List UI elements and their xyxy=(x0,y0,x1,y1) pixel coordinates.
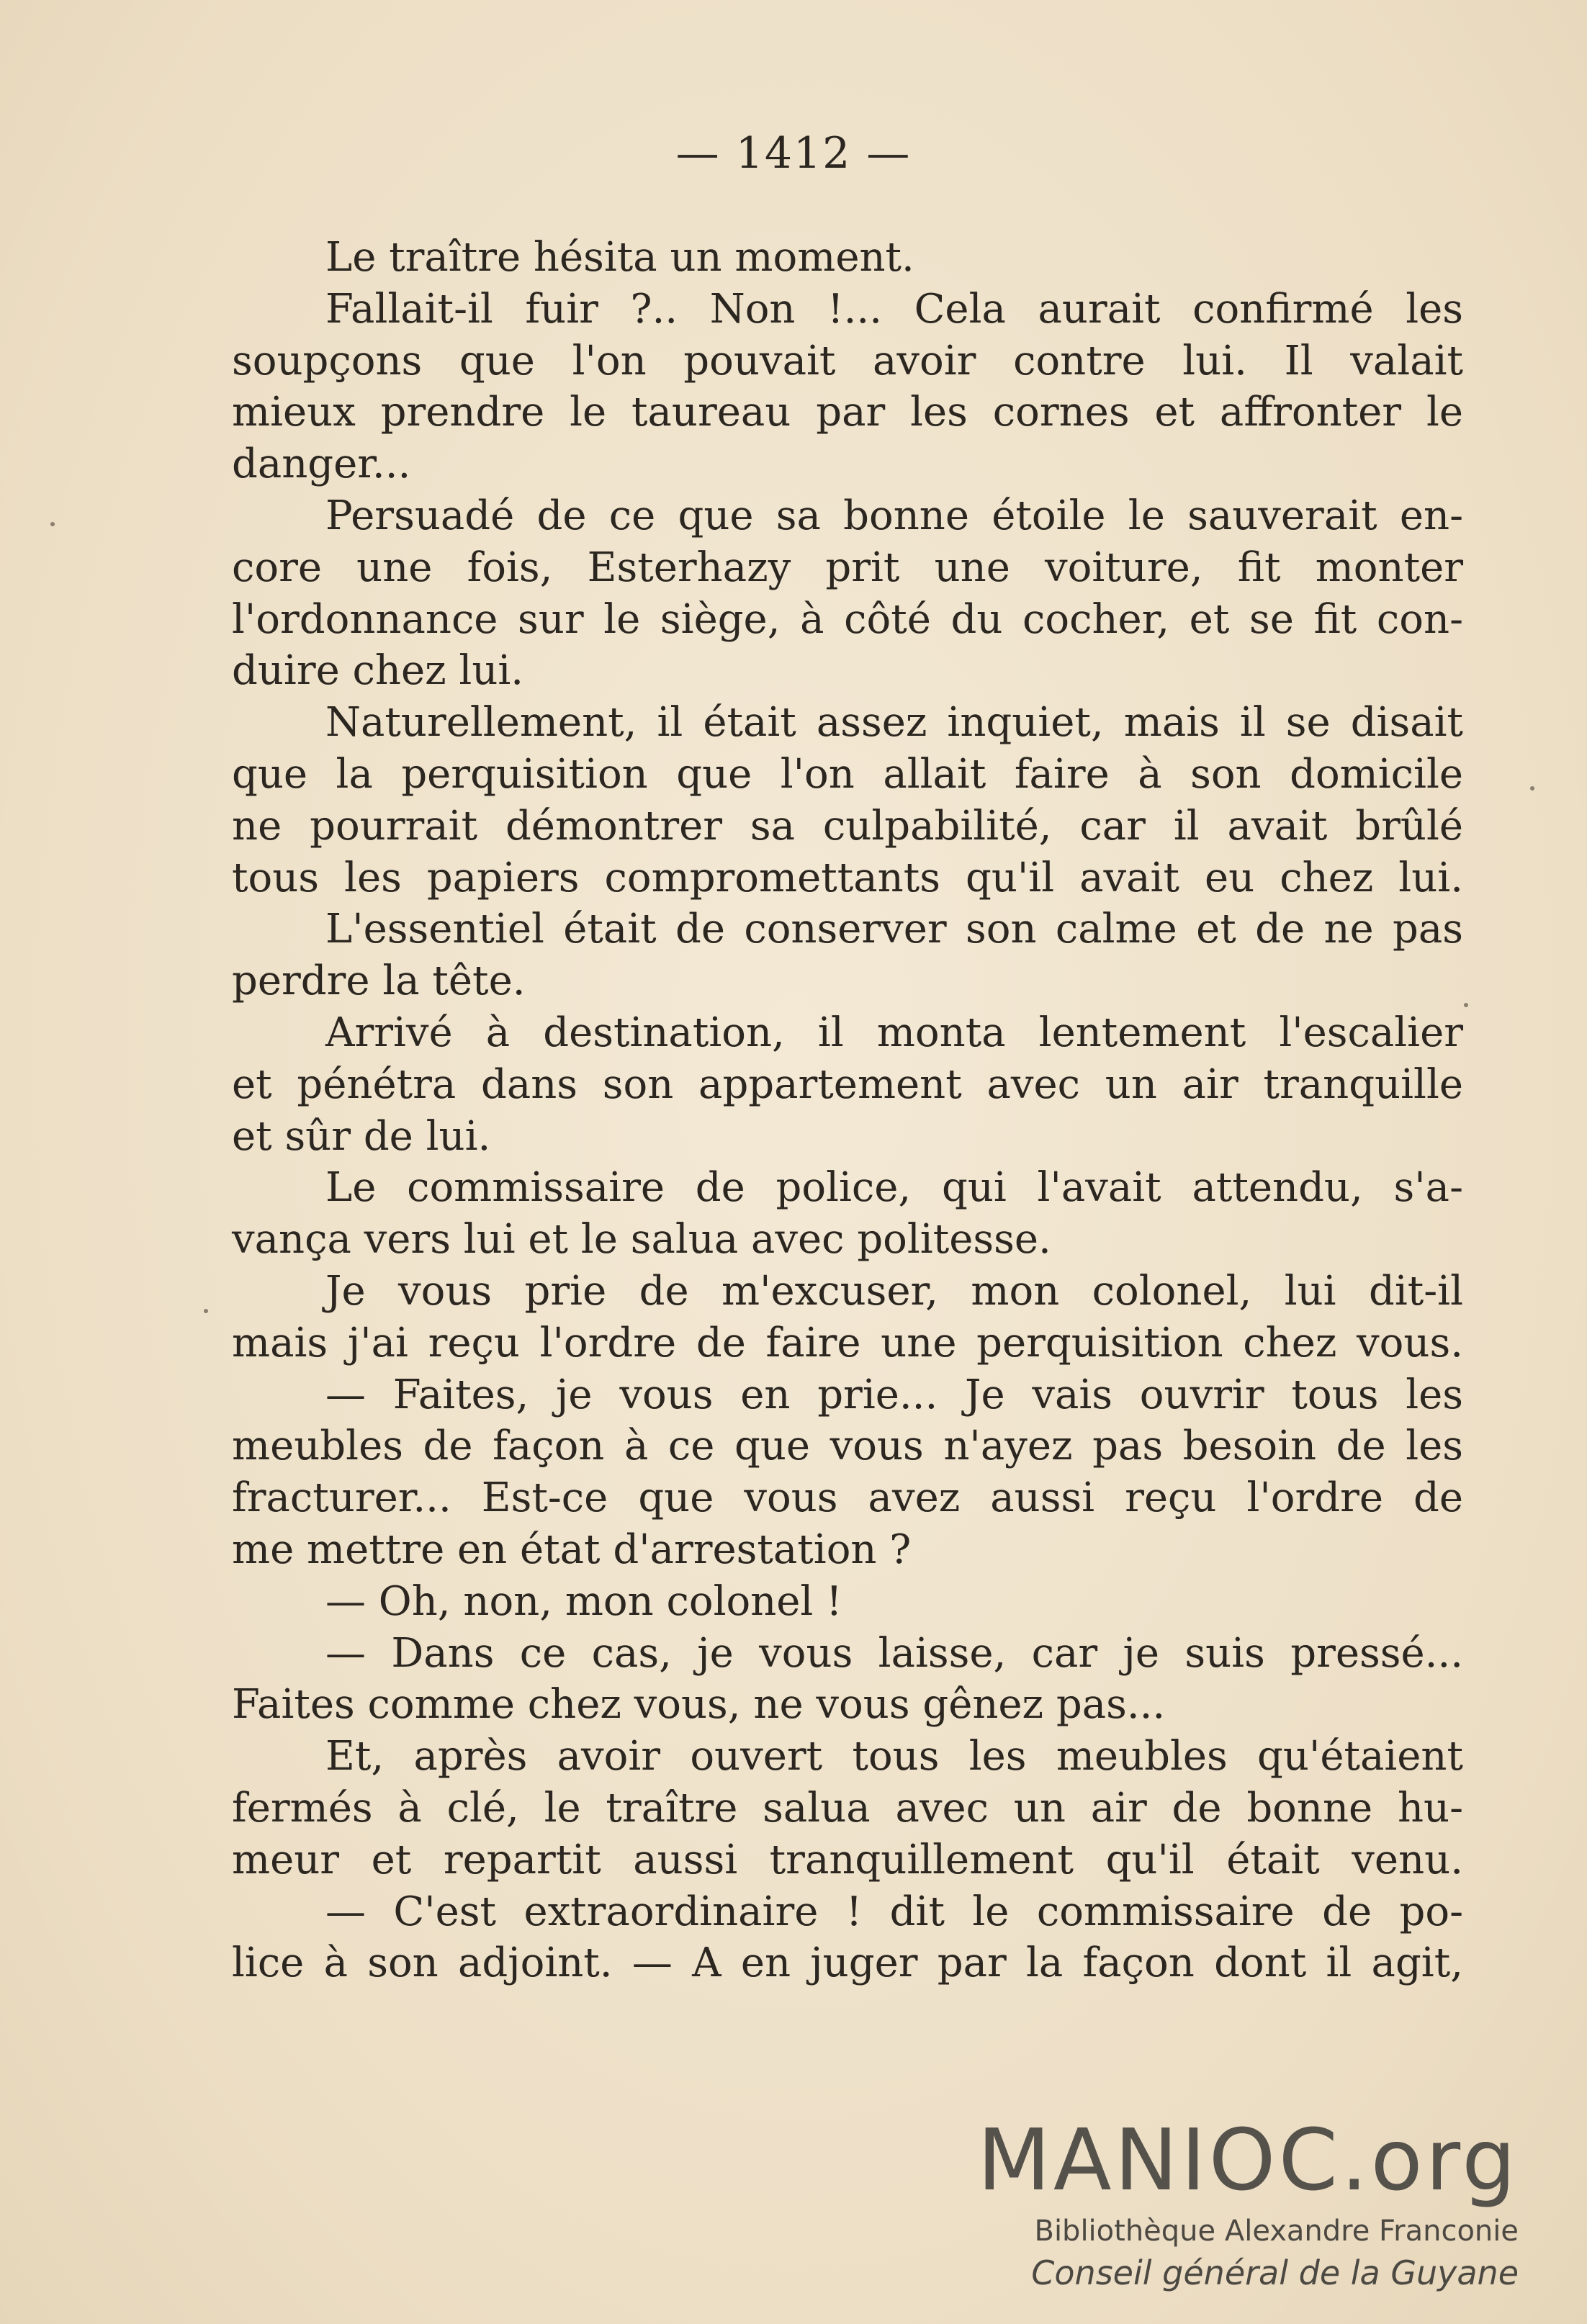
text-line: danger... xyxy=(232,441,411,488)
text-line: soupçons que l'on pouvait avoir contre lui. Il valait xyxy=(232,337,1463,384)
text-line: lice à son adjoint. — A en juger par la façon dont il agit, xyxy=(232,1940,1463,1987)
text-line: — Oh, non, mon colonel ! xyxy=(325,1577,842,1625)
text-line: Faites comme chez vous, ne vous gênez pas... xyxy=(232,1681,1166,1729)
page-number: — 1412 — xyxy=(675,128,912,179)
text-line: Le traître hésita un moment. xyxy=(325,234,914,281)
text-line: Naturellement, il était assez inquiet, mais il se disait xyxy=(325,699,1463,747)
council-name: Conseil général de la Guyane xyxy=(1031,2253,1519,2292)
text-line: fracturer... Est-ce que vous avez aussi reçu l'ordre de xyxy=(232,1474,1463,1522)
body-text xyxy=(232,232,1463,1989)
text-line: perdre la tête. xyxy=(232,958,526,1005)
text-line: core une fois, Esterhazy prit une voiture, fit monter xyxy=(232,544,1463,591)
text-line: meur et repartit aussi tranquillement qu'il était venu. xyxy=(232,1836,1463,1883)
text-line: meubles de façon à ce que vous n'ayez pas besoin de les xyxy=(232,1423,1463,1470)
text-line: mais j'ai reçu l'ordre de faire une perquisition chez vous. xyxy=(232,1319,1463,1366)
text-line: fermés à clé, le traître salua avec un air de bonne hu- xyxy=(232,1784,1463,1832)
text-line: me mettre en état d'arrestation ? xyxy=(232,1526,912,1573)
text-line: — C'est extraordinaire ! dit le commissaire de po- xyxy=(325,1888,1463,1935)
text-line: Persuadé de ce que sa bonne étoile le sauverait en- xyxy=(325,492,1463,539)
text-line: L'essentiel était de conserver son calme et de ne pas xyxy=(325,906,1463,953)
text-line: Le commissaire de police, qui l'avait attendu, s'a- xyxy=(325,1164,1463,1212)
text-line: Arrivé à destination, il monta lentement l'escalier xyxy=(325,1009,1463,1056)
library-name: Bibliothèque Alexandre Franconie xyxy=(1034,2215,1519,2248)
text-line: mieux prendre le taureau par les cornes et affronter le xyxy=(232,389,1463,436)
text-line: l'ordonnance sur le siège, à côté du cocher, et se fit con- xyxy=(232,595,1463,643)
manioc-logo: MANIOC.org xyxy=(977,2110,1519,2210)
text-line: duire chez lui. xyxy=(232,647,524,695)
text-line: — Dans ce cas, je vous laisse, car je suis pressé... xyxy=(325,1629,1463,1677)
text-line: et pénétra dans son appartement avec un air tranquille xyxy=(232,1060,1463,1108)
text-line: que la perquisition que l'on allait faire à son domicile xyxy=(232,750,1463,798)
paper-speck xyxy=(204,1309,208,1313)
paper-speck xyxy=(50,522,55,526)
manioc-watermark xyxy=(943,2110,1519,2294)
text-line: ne pourrait démontrer sa culpabilité, car il avait brûlé xyxy=(232,802,1463,850)
text-line: et sûr de lui. xyxy=(232,1112,491,1160)
text-line: — Faites, je vous en prie... Je vais ouvrir tous les xyxy=(325,1371,1463,1418)
text-line: Je vous prie de m'excuser, mon colonel, lui dit-il xyxy=(325,1267,1463,1315)
paper-speck xyxy=(1464,1003,1468,1007)
text-line: Fallait-il fuir ?.. Non !... Cela aurait confirmé les xyxy=(325,285,1463,333)
text-line: tous les papiers compromettants qu'il avait eu chez lui. xyxy=(232,854,1463,901)
text-line: vança vers lui et le salua avec politesse. xyxy=(232,1216,1051,1264)
paper-speck xyxy=(1530,786,1534,791)
text-line: Et, après avoir ouvert tous les meubles qu'étaient xyxy=(325,1733,1463,1780)
